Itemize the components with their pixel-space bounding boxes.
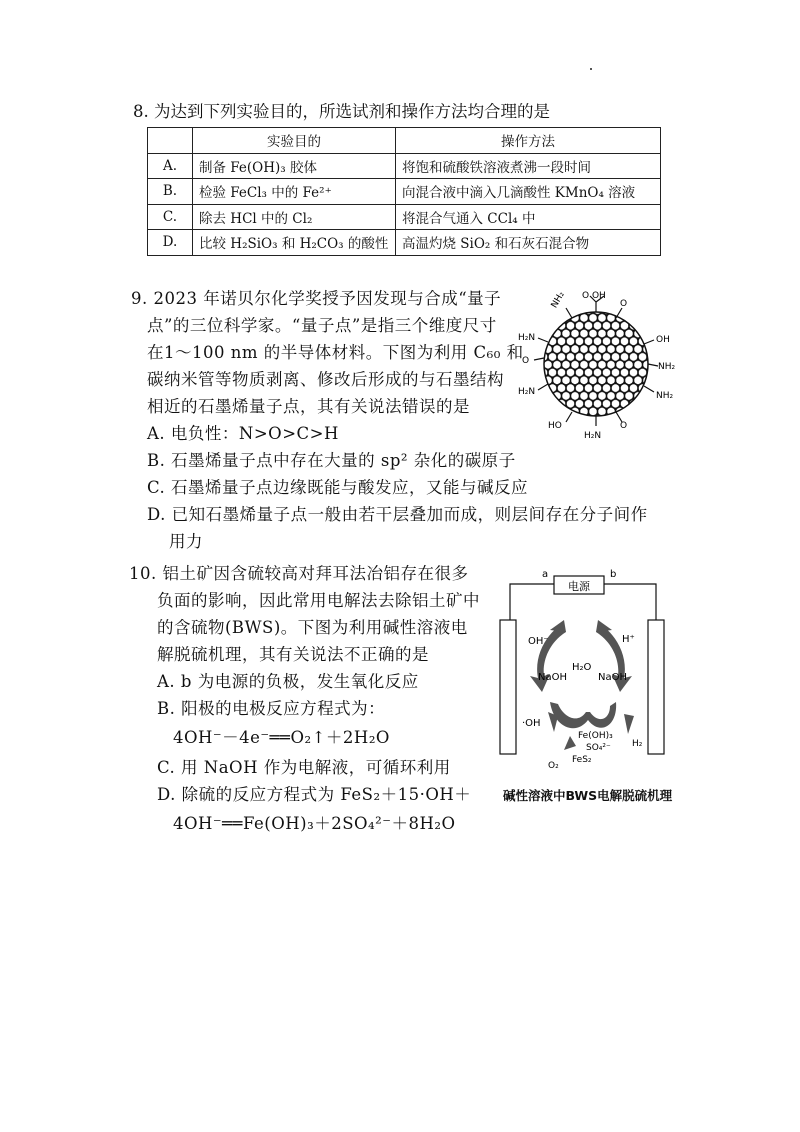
table-row <box>148 204 661 230</box>
so4-label: SO₄²⁻ <box>586 743 611 753</box>
table-header-method: 操作方法 <box>396 128 661 154</box>
q10-options <box>157 668 471 840</box>
row-purpose: 比较 H₂SiO₃ 和 H₂CO₃ 的酸性 <box>193 230 396 256</box>
terminal-b: b <box>610 569 617 580</box>
q8-title: 8. 为达到下列实验目的，所选试剂和操作方法均合理的是 <box>133 102 550 121</box>
label-h2n-left2: H₂N <box>518 387 536 397</box>
label-h2n-bottom: H₂N <box>584 431 602 441</box>
table-header-row <box>148 128 661 154</box>
table-row <box>148 179 661 205</box>
q9-option-b: B. 石墨烯量子点中存在大量的 sp² 杂化的碳原子 <box>147 451 516 470</box>
row-purpose: 除去 HCl 中的 Cl₂ <box>193 204 396 230</box>
q10-line: 解脱硫机理，其有关说法不正确的是 <box>157 645 429 664</box>
label-ho-bottom: HO <box>548 421 562 431</box>
h2o-label: H₂O <box>572 662 592 673</box>
q10-stem <box>129 560 480 668</box>
q9-line: 在1～100 nm 的半导体材料。下图为利用 C₆₀ 和 <box>147 343 524 362</box>
fe-oh3-label: Fe(OH)₃ <box>578 731 613 741</box>
table-row <box>148 153 661 179</box>
label-nh2-top: NH₂ <box>549 290 567 310</box>
label-o-top: O <box>620 299 628 309</box>
h2-label: H₂ <box>632 739 643 749</box>
q10-line: 10. 铝土矿因含硫较高对拜耳法冶铝存在很多 <box>129 564 469 583</box>
q8-table <box>147 127 661 256</box>
naoh-left-label: NaOH <box>538 672 567 683</box>
row-purpose: 制备 Fe(OH)₃ 胶体 <box>193 153 396 179</box>
q9-line: 点”的三位科学家。“量子点”是指三个维度尺寸 <box>147 316 497 335</box>
row-method: 将混合气通入 CCl₄ 中 <box>396 204 661 230</box>
stray-dot <box>590 68 592 70</box>
q9-option-d-cont: 用力 <box>169 532 203 551</box>
q10-option-d: D. 除硫的反应方程式为 FeS₂＋15·OH＋ <box>157 785 472 804</box>
label-nh2-bottom-right: NH₂ <box>656 391 674 401</box>
label-nh2-right: NH₂ <box>658 362 676 372</box>
electrolysis-figure <box>492 566 702 786</box>
row-label: C. <box>148 204 193 230</box>
table-row <box>148 230 661 256</box>
row-method: 高温灼烧 SiO₂ 和石灰石混合物 <box>396 230 661 256</box>
q10-option-b-eq: 4OH⁻－4e⁻══O₂↑＋2H₂O <box>173 728 390 747</box>
q9-stem <box>131 285 524 420</box>
q9-line: 相近的石墨烯量子点，其有关说法错误的是 <box>147 397 470 416</box>
terminal-a: a <box>542 569 549 580</box>
q10-option-b: B. 阳极的电极反应方程式为： <box>157 699 386 718</box>
q10-option-a: A. b 为电源的负极，发生氧化反应 <box>157 672 419 691</box>
fes2-label: FeS₂ <box>572 755 592 765</box>
label-o-bottom: O <box>620 421 628 431</box>
q10-option-c: C. 用 NaOH 作为电解液，可循环利用 <box>157 758 451 777</box>
q9-line: 碳纳米管等物质剥离、修改后形成的与石墨结构 <box>147 370 504 389</box>
q9-option-c: C. 石墨烯量子点边缘既能与酸发应，又能与碱反应 <box>147 478 529 497</box>
figure-caption: 碱性溶液中BWS电解脱硫机理 <box>503 788 673 803</box>
q9-option-d: D. 已知石墨烯量子点一般由若干层叠加而成，则层间存在分子间作 <box>147 505 648 524</box>
oh-minus-label: OH⁻ <box>528 636 549 647</box>
oh-radical-label: ·OH <box>522 718 541 729</box>
row-label: B. <box>148 179 193 205</box>
q9-line: 9. 2023 年诺贝尔化学奖授予因发现与合成“量子 <box>131 289 502 308</box>
label-cooh-top: O OH <box>582 291 606 301</box>
q9-option-a: A. 电负性：N>O>C>H <box>147 424 339 443</box>
label-o-left: O <box>522 356 530 366</box>
o2-label: O₂ <box>548 761 559 771</box>
label-h2n-left: H₂N <box>518 333 536 343</box>
q10-line: 的含硫物(BWS)。下图为利用碱性溶液电 <box>157 618 468 637</box>
h-plus-label: H⁺ <box>622 634 635 645</box>
power-supply-label: 电源 <box>568 580 590 593</box>
q10-line: 负面的影响，因此常用电解法去除铝土矿中 <box>157 591 480 610</box>
row-purpose: 检验 FeCl₃ 中的 Fe²⁺ <box>193 179 396 205</box>
table-header-purpose: 实验目的 <box>193 128 396 154</box>
row-label: D. <box>148 230 193 256</box>
row-method: 向混合液中滴入几滴酸性 KMnO₄ 溶液 <box>396 179 661 205</box>
row-label: A. <box>148 153 193 179</box>
graphene-quantum-dot-figure <box>512 288 680 443</box>
row-method: 将饱和硫酸铁溶液煮沸一段时间 <box>396 153 661 179</box>
naoh-right-label: NaOH <box>598 672 627 683</box>
table-header-blank <box>148 128 193 154</box>
label-oh-right: OH <box>656 335 670 345</box>
q10-option-d-eq: 4OH⁻══Fe(OH)₃＋2SO₄²⁻＋8H₂O <box>173 814 456 833</box>
